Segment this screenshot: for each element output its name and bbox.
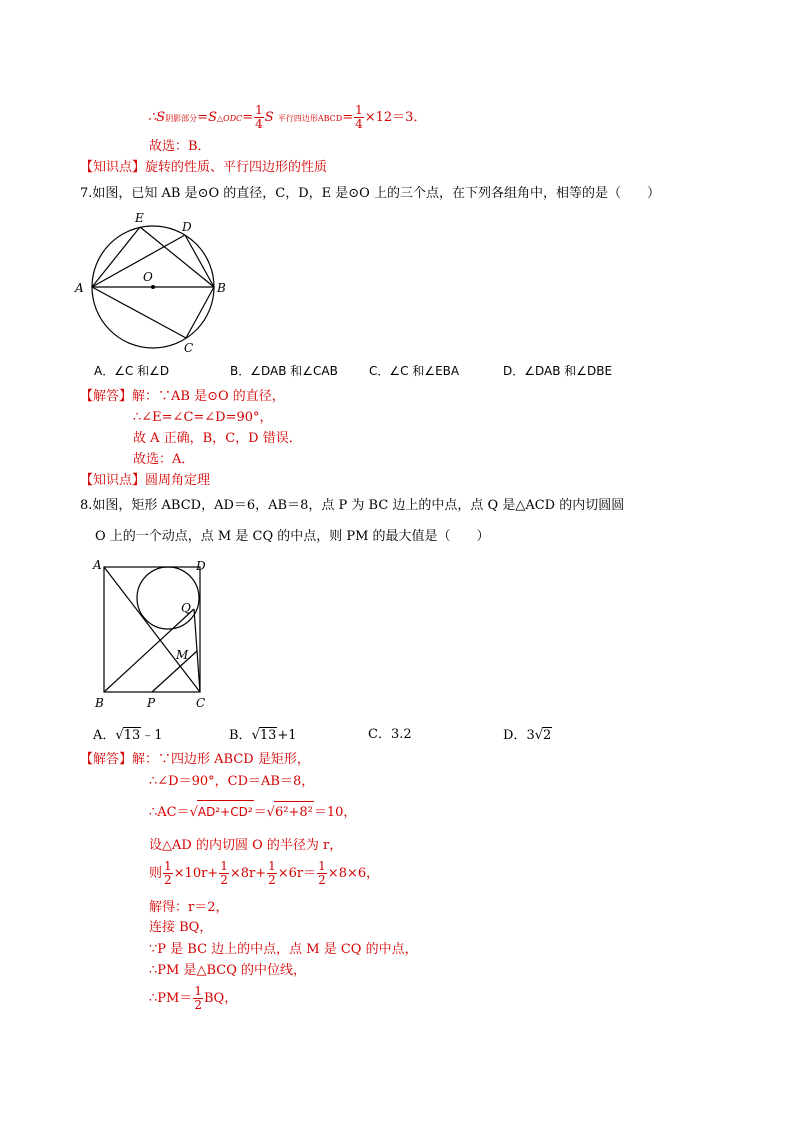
- label-P: P: [147, 696, 156, 710]
- label-A: A: [75, 281, 84, 295]
- q8-solution-line: ∴PM＝ $\frac{1}{2}$ BQ，: [149, 984, 238, 1012]
- area-formula: ∴S阴影部分=S△ODC= $\frac{1}{4}$ S 平行四边形ABCD= $\frac{1}{4}$ ×12＝3．: [148, 103, 427, 131]
- q7-knowledge-point: 【知识点】圆周角定理: [80, 473, 211, 488]
- q8-question-line1: 8.如图，矩形 ABCD，AD＝6，AB＝8，点 P 为 BC 边上的中点，点 Q 是△ACD 的内切圆圆: [80, 498, 625, 513]
- q8-solution-line: 连接 BQ，: [149, 920, 213, 935]
- q8-rectangle-figure: [90, 556, 220, 712]
- q8-question-line2: O 上的一个动点，点 M 是 CQ 的中点，则 PM 的最大值是（ ）: [95, 529, 490, 544]
- q7-question: 7.如图，已知 AB 是⊙O 的直径，C，D，E 是⊙O 上的三个点，在下列各组角中，相等的是（ ）: [80, 186, 660, 201]
- q7-circle-figure: [72, 207, 242, 359]
- label-C: C: [184, 341, 194, 355]
- q7-answer-line: 【解答】解：∵AB 是⊙O 的直径，: [80, 389, 285, 404]
- q7-option-b: B．∠DAB 和∠CAB: [230, 364, 338, 378]
- label-B: B: [217, 281, 226, 295]
- fraction: $\frac{1}{4}$: [355, 103, 363, 131]
- q7-option-a: A．∠C 和∠D: [94, 364, 170, 378]
- q8-solution-line: ∴AC＝√AD²+CD²＝√6²+8²＝10，: [149, 800, 356, 824]
- q7-option-c: C．∠C 和∠EBA: [369, 364, 460, 378]
- q8-option-d: D．3√2: [503, 728, 552, 743]
- label-O: O: [143, 270, 153, 284]
- label-D: D: [182, 220, 192, 234]
- label-D: D: [196, 559, 206, 573]
- q8-option-a: A．√13﹣1: [93, 728, 163, 743]
- q7-answer-line: 故选：A．: [133, 452, 195, 467]
- label-A: A: [93, 558, 102, 572]
- q8-solution-line: 解得：r＝2，: [149, 900, 229, 915]
- q8-option-b: B．√13+1: [229, 728, 297, 743]
- fraction: $\frac{1}{4}$: [255, 103, 263, 131]
- q7-answer-line: ∴∠E=∠C=∠D=90°，: [133, 410, 273, 425]
- choose-line: 故选：B．: [149, 139, 211, 154]
- label-Q: Q: [181, 601, 191, 615]
- q8-solution-line: 【解答】解：∵四边形 ABCD 是矩形，: [80, 752, 310, 767]
- q8-solution-line: ∴∠D＝90°，CD＝AB＝8，: [149, 774, 315, 789]
- q8-solution-line: 设△AD 的内切圆 O 的半径为 r，: [149, 838, 343, 853]
- q8-solution-line: ∵P 是 BC 边上的中点，点 M 是 CQ 的中点，: [149, 942, 418, 957]
- q8-option-c: C．3.2: [368, 727, 412, 742]
- q8-solution-line: 则 $\frac{1}{2}$ ×10r+ $\frac{1}{2}$ ×8r+ $\frac{1}{2}$ ×6r＝ $\frac{1}{2}$ ×8×6，: [149, 859, 380, 887]
- label-C: C: [196, 696, 206, 710]
- label-B: B: [95, 696, 104, 710]
- knowledge-point: 【知识点】旋转的性质、平行四边形的性质: [80, 160, 328, 175]
- q7-option-d: D．∠DAB 和∠DBE: [503, 364, 613, 378]
- q7-answer-line: 故 A 正确，B，C，D 错误．: [133, 431, 302, 446]
- label-M: M: [176, 648, 189, 662]
- q8-solution-line: ∴PM 是△BCQ 的中位线，: [149, 963, 306, 978]
- label-E: E: [135, 211, 144, 225]
